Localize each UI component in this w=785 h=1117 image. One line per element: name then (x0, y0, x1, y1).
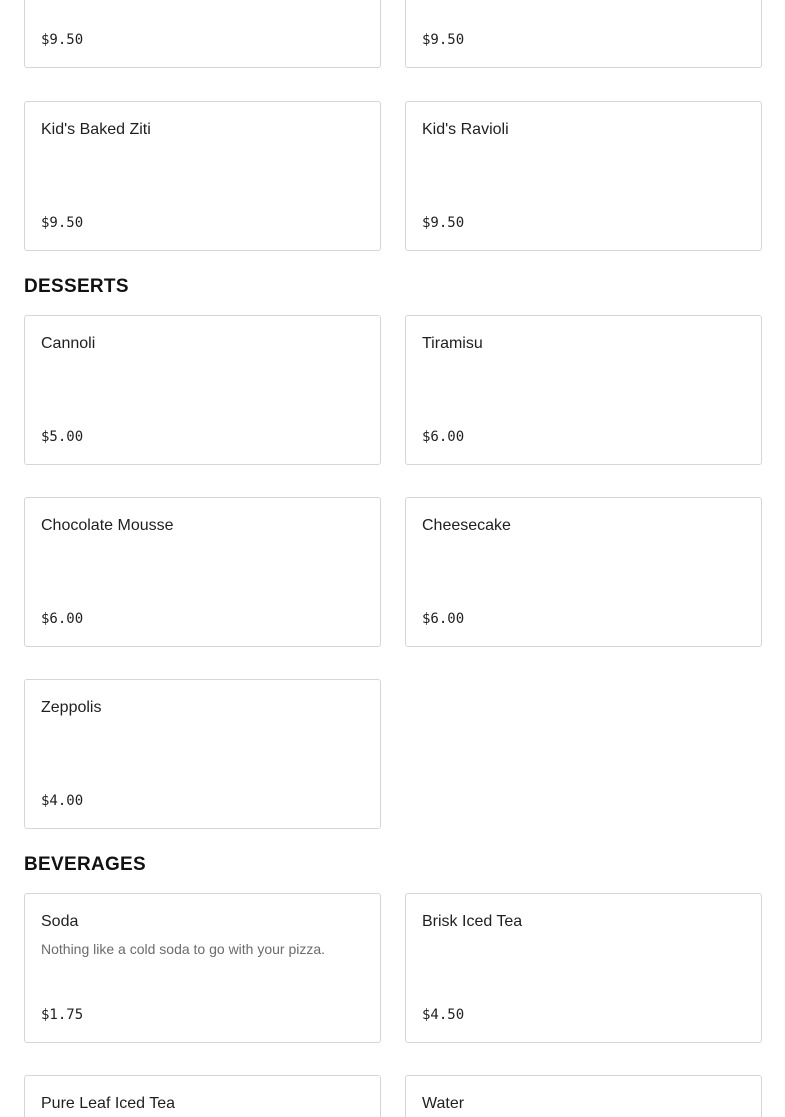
menu-item-card[interactable] (405, 893, 762, 1043)
item-price: $9.50 (422, 32, 465, 48)
item-name: Zeppolis (41, 699, 102, 716)
item-description: Nothing like a cold soda to go with your pizza. (41, 941, 326, 957)
item-name: Cannoli (41, 335, 96, 352)
item-name: Cheesecake (422, 517, 511, 534)
menu-item-card[interactable] (24, 0, 381, 68)
menu-item-card[interactable] (24, 893, 381, 1043)
menu-item-card[interactable] (405, 0, 762, 68)
item-price: $9.50 (422, 215, 465, 231)
item-price: $9.50 (41, 32, 84, 48)
menu-item-card[interactable] (24, 1075, 381, 1117)
item-name: Tiramisu (422, 335, 483, 352)
section-title-desserts: DESSERTS (24, 276, 129, 297)
menu-item-card[interactable] (405, 315, 762, 465)
item-name: Brisk Iced Tea (422, 913, 523, 930)
item-price: $6.00 (422, 611, 465, 627)
item-price: $1.75 (41, 1007, 84, 1023)
menu-item-card[interactable] (24, 101, 381, 251)
item-name: Kid's Ravioli (422, 121, 509, 138)
menu-item-card[interactable] (405, 1075, 762, 1117)
menu-item-card[interactable] (405, 497, 762, 647)
menu-item-card[interactable] (24, 497, 381, 647)
section-title-beverages: BEVERAGES (24, 854, 147, 875)
item-name: Pure Leaf Iced Tea (41, 1095, 176, 1112)
menu-item-card[interactable] (24, 679, 381, 829)
item-price: $5.00 (41, 429, 84, 445)
item-name: Soda (41, 913, 79, 930)
item-price: $6.00 (422, 429, 465, 445)
menu-item-card[interactable] (24, 315, 381, 465)
item-name: Kid's Baked Ziti (41, 121, 151, 138)
item-price: $4.50 (422, 1007, 465, 1023)
item-price: $6.00 (41, 611, 84, 627)
item-name: Chocolate Mousse (41, 517, 174, 534)
item-name: Water (422, 1095, 465, 1112)
item-price: $9.50 (41, 215, 84, 231)
menu-item-card[interactable] (405, 101, 762, 251)
item-price: $4.00 (41, 793, 84, 809)
